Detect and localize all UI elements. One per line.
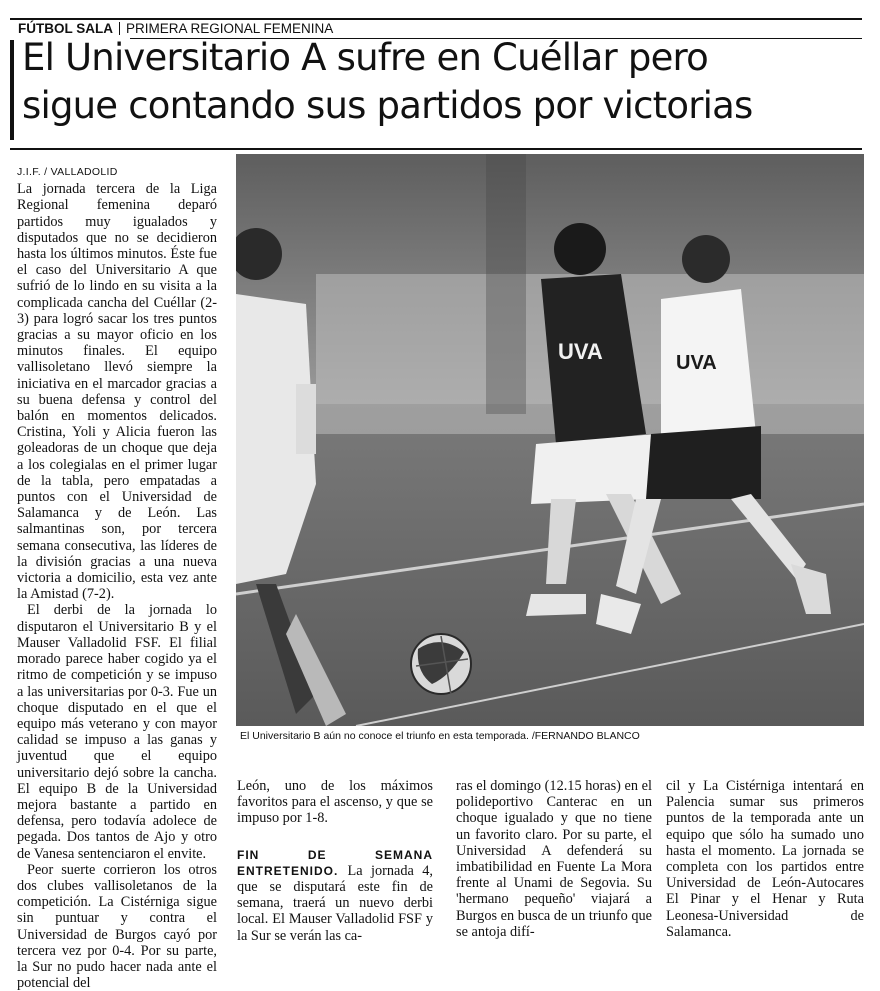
jersey-text-left: UVA (558, 339, 603, 364)
article-column-2 (237, 778, 433, 944)
headline (22, 34, 872, 130)
headline-line-1: El Universitario A sufre en Cuéllar pero (22, 36, 708, 79)
column-4-text: cil y La Cistérniga intentará en Palencia sumar sus primeros puntos de la temporada ante un equipo que sólo ha sumado uno hasta el momento. La jornada se completa con los partidos entre Universidad de León-Autocares El Pinar y el Henar y Ruta Leonesa-Universidad de Salamanca. (666, 778, 864, 940)
paragraph-2: El derbi de la jornada lo disputaron el Universitario B y el Mauser Valladolid FSF. El filial morado parece haber cogido ya el ritmo de competición y se impuso a las universitarias por 0-3. Fue un choque disputado en el que el equipo más veterano y con mayor calidad se impuso a las ganas y juventud que el equipo universitario dejó sobre la cancha. El equipo B de la Universidad mejora bastante a partido en defensa, pero todavía adolece de pegada. Dos tantos de Ajo y otro de Vanesa sentenciaron el envite. (17, 602, 217, 862)
futsal-ball (411, 634, 471, 694)
paragraph-3: Peor suerte corrieron los otros dos clubes vallisoletanos de la competición. La Cistérniga sigue sin puntuar y contra el Universidad de Burgos cayó por tercera vez por 0-4. Por su parte, la Sur no pudo hacer nada ante el potencial del (17, 861, 217, 991)
headline-line-2: sigue contando sus partidos por victorias (22, 84, 753, 127)
subhead-label: FIN DE SEMANA ENTRETENIDO. (237, 847, 433, 878)
caption-text: El Universitario B aún no conoce el triunfo en esta temporada. (240, 730, 529, 742)
wall-column (486, 154, 526, 414)
match-photo-illustration (236, 154, 864, 726)
article-column-3 (456, 778, 652, 940)
subhead (237, 847, 433, 944)
column-2-text: León, uno de los máximos favoritos para el ascenso, y que se impuso por 1-8. (237, 778, 433, 827)
article-column-1 (17, 164, 217, 991)
photo-credit: /FERNANDO BLANCO (531, 730, 640, 742)
match-photo (236, 154, 864, 726)
headline-bar (10, 40, 14, 140)
section-label: FÚTBOL SALA (18, 21, 113, 36)
headline-underline (10, 148, 862, 150)
jersey-text-right: UVA (676, 352, 717, 374)
photo-caption (240, 730, 640, 742)
subhead-body: La jornada 4, que se disputará este fin de semana, traerá un nuevo derbi local. El Mauser Valladolid FSF y la Sur se verán las ca- (237, 862, 433, 944)
byline: J.I.F. / VALLADOLID (17, 166, 118, 178)
paragraph-1: La jornada tercera de la Liga Regional femenina deparó partidos muy igualados y disputados que no se decidieron hasta los últimos minutos. Éste fue el caso del Universitario A que sufrió de lo lindo en su visita a la complicada cancha del Cuéllar (2-3) para logró sacar los tres puntos gracias a su mayor oficio en los minutos finales. El equipo vallisoletano llevó siempre la iniciativa en el marcador gracias a su buena defensa y control del balón en momentos delicados. Cristina, Yoli y Alicia fueron las goleadoras de un choque que deja a los colegialas en el primer lugar de la tabla, pero empatadas a puntos con el Universidad de Salamanca y de León. Las salmantinas son, por tercera semana consecutiva, las líderes de la división gracias a una nueva victoria a domicilio, esta vez ante la Amistad (7-2). (17, 181, 217, 603)
article-column-4 (666, 778, 864, 940)
subsection-label: PRIMERA REGIONAL FEMENINA (126, 21, 334, 36)
column-3-text: ras el domingo (12.15 horas) en el polideportivo Canterac en un choque igualado y que no tiene un favorito claro. Por su parte, el Universidad A defenderá su imbatibilidad en Fuente La Mora frente al Unami de Segovia. Su 'hermano pequeño' viajará a Burgos en busca de un triunfo que se antoja difí- (456, 778, 652, 940)
